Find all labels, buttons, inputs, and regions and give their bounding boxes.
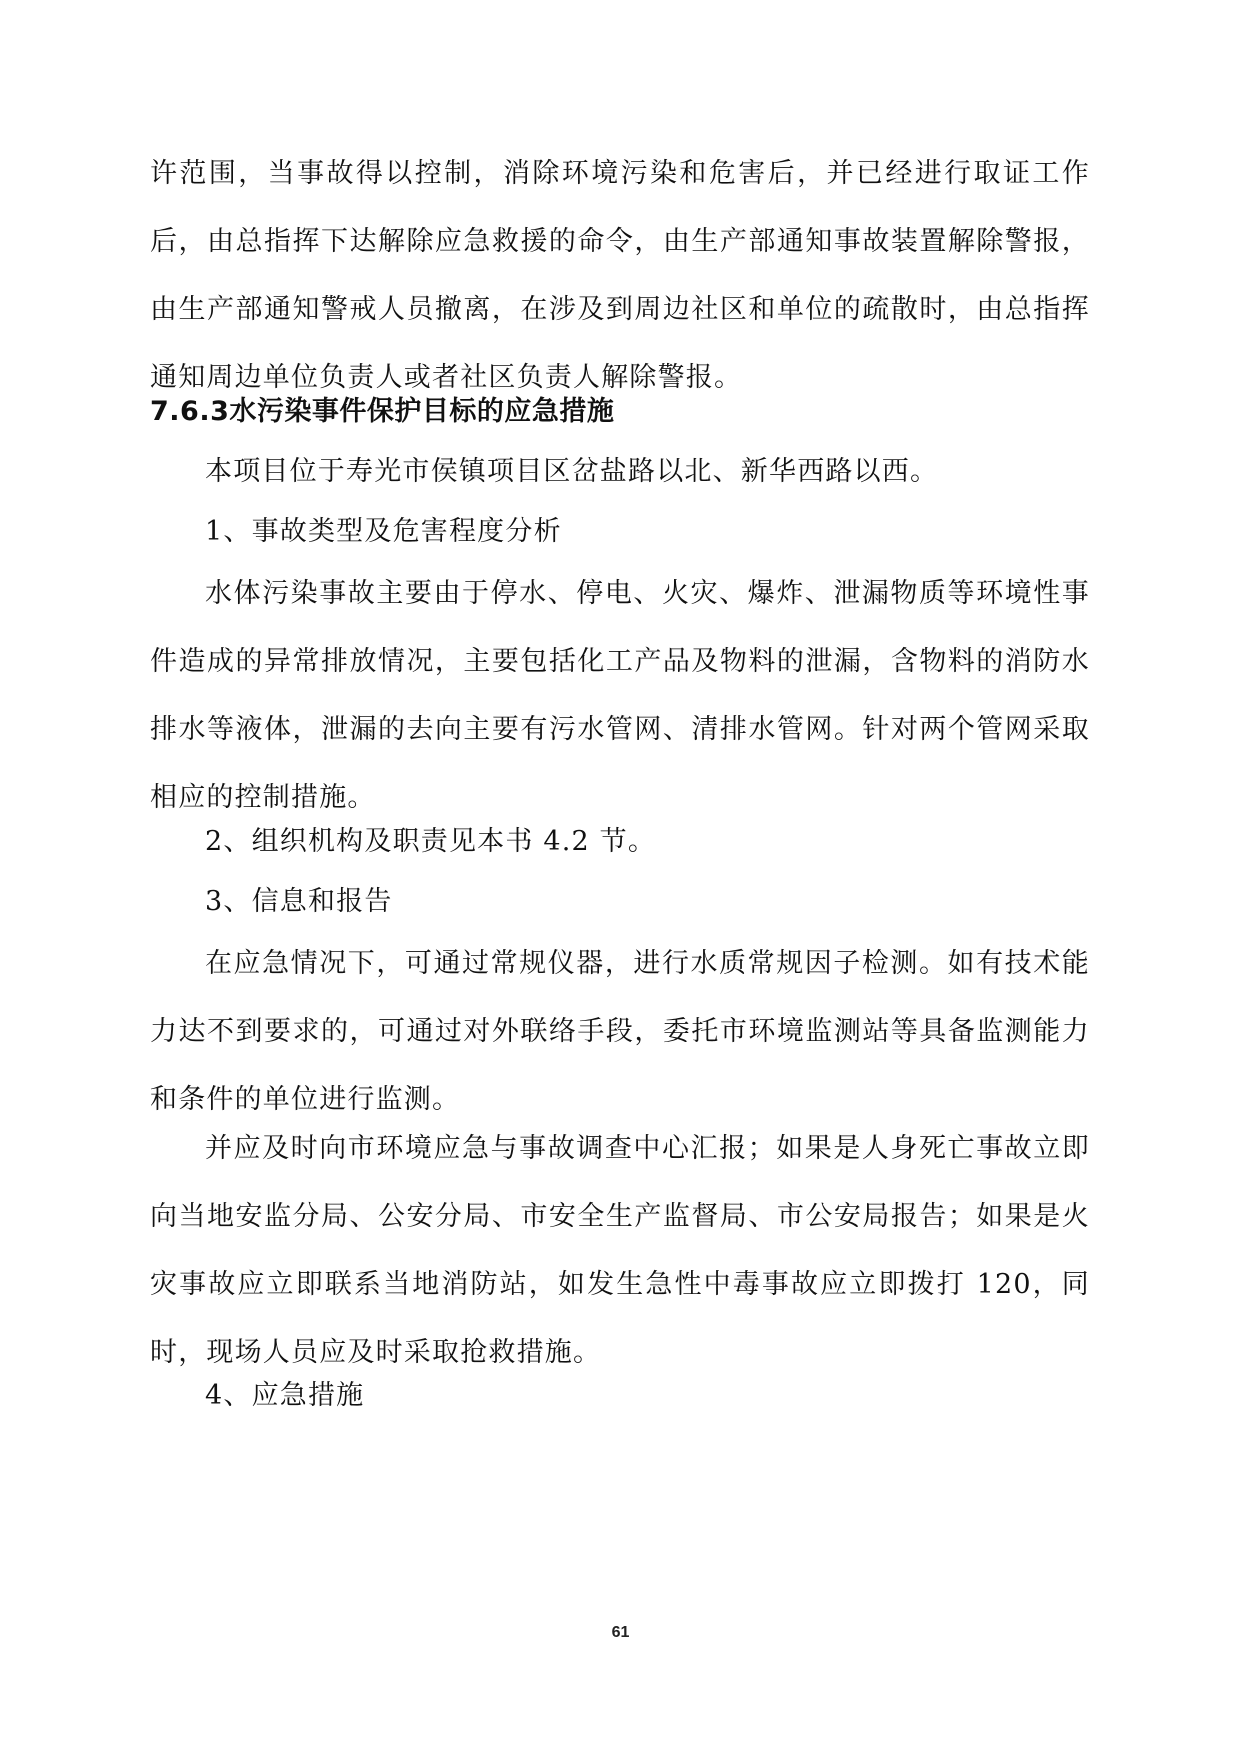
list-item-emergency-measures: 4、应急措施: [205, 1380, 365, 1411]
list-item-organization: 2、组织机构及职责见本书 4.2 节。: [205, 826, 657, 857]
page-number: 61: [611, 1624, 630, 1641]
list-item-accident-type: 1、事故类型及危害程度分析: [205, 516, 562, 547]
paragraph-monitoring: 在应急情况下，可通过常规仪器，进行水质常规因子检测。如有技术能力达不到要求的，可通过对外联络手段，委托市环境监测站等具备监测能力和条件的单位进行监测。: [150, 948, 1090, 1115]
list-item-information: 3、信息和报告: [205, 886, 393, 917]
section-heading: 7.6.3水污染事件保护目标的应急措施: [150, 396, 615, 427]
paragraph-reporting: 并应及时向市环境应急与事故调查中心汇报；如果是人身死亡事故立即向当地安监分局、公安分局、市安全生产监督局、市公安局报告；如果是火灾事故应立即联系当地消防站，如发生急性中毒事故应立即拨打 120，同时，现场人员应及时采取抢救措施。: [150, 1133, 1090, 1368]
paragraph-continuation: 许范围，当事故得以控制，消除环境污染和危害后，并已经进行取证工作后，由总指挥下达解除应急救援的命令，由生产部通知事故装置解除警报，由生产部通知警戒人员撤离，在涉及到周边社区和单位的疏散时，由总指挥通知周边单位负责人或者社区负责人解除警报。: [150, 158, 1090, 393]
paragraph-pollution: 水体污染事故主要由于停水、停电、火灾、爆炸、泄漏物质等环境性事件造成的异常排放情况，主要包括化工产品及物料的泄漏，含物料的消防水排水等液体，泄漏的去向主要有污水管网、清排水管网。针对两个管网采取相应的控制措施。: [150, 578, 1090, 813]
paragraph-location: 本项目位于寿光市侯镇项目区岔盐路以北、新华西路以西。: [205, 456, 939, 487]
